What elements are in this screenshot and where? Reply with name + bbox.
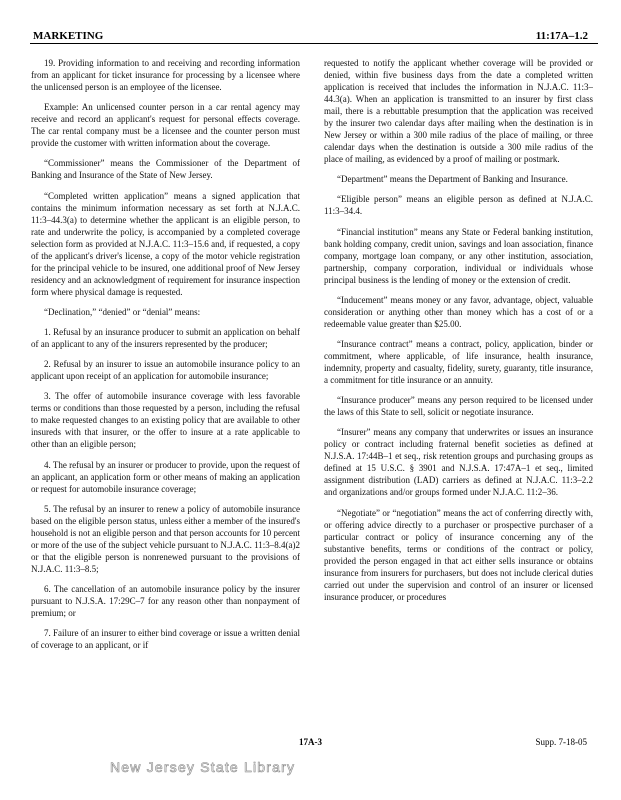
right-text-column <box>324 57 593 732</box>
paragraph: “Completed written application” means a signed application that contains the minimum information necessary as set forth at N.J.A.C. 11:3–44.3(a) to determine whether the applicant is an eligible person, to rate and underwrite the policy, is accompanied by a completed coverage selection form as provided at N.J.A.C. 11:3–15.6 and, if requested, a copy of the applicant's driver's license, a copy of the motor vehicle registration for the principal vehicle to be insured, one additional proof of New Jersey residency and an acknowledgment of requirement for insurance inspection form where physical damage is requested. <box>31 190 300 297</box>
list-item: 4. The refusal by an insurer or producer to provide, upon the request of an applicant, an application form or other means of making an application or request for automobile insurance coverage; <box>31 459 300 494</box>
left-text-column <box>31 57 300 732</box>
list-item: 1. Refusal by an insurance producer to submit an application on behalf of an applicant to any of the insurers represented by the producer; <box>31 326 300 349</box>
list-item: 5. The refusal by an insurer to renew a policy of automobile insurance based on the eligible person status, unless either a member of the insured's household is not an eligible person and that person accounts for 10 percent or more of the use of the subject vehicle pursuant to N.J.A.C. 11:3–8.4(a)2 or that the eligible person is nonrenewed pursuant to the provisions of N.J.A.C. 11:3–8.5; <box>31 503 300 574</box>
running-header-citation: 11:17A–1.2 <box>535 30 588 42</box>
list-item: 7. Failure of an insurer to either bind coverage or issue a written denial of coverage to an applicant, or if <box>31 628 300 651</box>
supplement-date: Supp. 7-18-05 <box>535 737 587 747</box>
library-watermark: New Jersey State Library <box>110 759 296 775</box>
paragraph: “Eligible person” means an eligible person as defined at N.J.A.C. 11:3–34.4. <box>324 194 593 217</box>
paragraph-continued: requested to notify the applicant whether coverage will be provided or denied, within five business days from the date a completed written application is received that includes the information in N.J.A.C. 11:3–44.3(a). When an application is transmitted to an insurer by first class mail, there is a rebuttable presumption that the application was received by the insurer two calendar days after mailing when the destination is in New Jersey or within a 300 mile radius of the place of mailing, or three calendar days when the destination is outside a 300 mile radius of the place of mailing, as evidenced by a proof of mailing or postmark. <box>324 58 593 164</box>
paragraph: “Inducement” means money or any favor, advantage, object, valuable consideration or anything other than money which has a cost of or a redeemable value greater than $25.00. <box>324 294 593 329</box>
paragraph: “Department” means the Department of Banking and Insurance. <box>337 174 568 185</box>
paragraph: “Insurance producer” means any person required to be licensed under the laws of this State to sell, solicit or negotiate insurance. <box>324 395 593 418</box>
list-item: 3. The offer of automobile insurance coverage with less favorable terms or conditions than those requested by a person, including the refusal to make requested changes to an existing policy that are available to other insureds with that insurer, or the offer to insure at a rate applicable to other than an eligible person; <box>31 391 300 450</box>
running-header-section: MARKETING <box>33 30 104 42</box>
paragraph: “Declination,” “denied” or “denial” means: <box>44 306 201 317</box>
paragraph: Example: An unlicensed counter person in a car rental agency may receive and record an applicant's request for personal effects coverage. The car rental company must be a licensee and the counter person must provide the customer with written information about the coverage. <box>31 102 300 149</box>
page-number: 17A-3 <box>299 737 322 747</box>
header-rule <box>30 43 598 44</box>
paragraph: “Insurer” means any company that underwrites or issues an insurance policy or contract including fraternal benefit societies as defined at N.J.S.A. 17:44B–1 et seq., risk retention groups and purchasing groups as defined at 15 U.S.C. § 3901 and N.J.S.A. 17:47A–1 et seq., limited assignment distribution (LAD) carriers as defined at N.J.A.C. 11:3–2.2 and organizations and/or groups formed under N.J.A.C. 11:2–36. <box>324 427 593 498</box>
list-item: 6. The cancellation of an automobile insurance policy by the insurer pursuant to N.J.S.A. 17:29C–7 for any reason other than nonpayment of premium; or <box>31 583 300 618</box>
paragraph: “Negotiate” or “negotiation” means the act of conferring directly with, or offering advice directly to a purchaser or prospective purchaser of a particular contract or policy of insurance concerning any of the substantive benefits, terms or conditions of the contract or policy, provided the person engaged in that act either sells insurance or obtains insurance from insurers for purchasers, but does not include clerical duties carried out under the supervision and control of an insurer or licensed insurance producer, or procedures <box>324 507 593 602</box>
paragraph: “Insurance contract” means a contract, policy, application, binder or commitment, where applicable, of life insurance, health insurance, indemnity, property and casualty, fidelity, surety, guaranty, title insurance, a commitment for title insurance or an annuity. <box>324 338 593 385</box>
list-item: 2. Refusal by an insurer to issue an automobile insurance policy to an applicant upon receipt of an application for automobile insurance; <box>31 359 300 382</box>
paragraph: 19. Providing information to and receiving and recording information from an applicant for ticket insurance for processing by a licensee where the unlicensed person is an employee of the licensee. <box>31 58 300 92</box>
paragraph: “Commissioner” means the Commissioner of the Department of Banking and Insurance of the State of New Jersey. <box>31 158 300 181</box>
paragraph: “Financial institution” means any State or Federal banking institution, bank holding company, credit union, savings and loan association, finance company, mortgage loan company, or any other institution, association, partnership, company corporation, individual or individuals whose principal business is the lending of money or the extension of credit. <box>324 226 593 285</box>
